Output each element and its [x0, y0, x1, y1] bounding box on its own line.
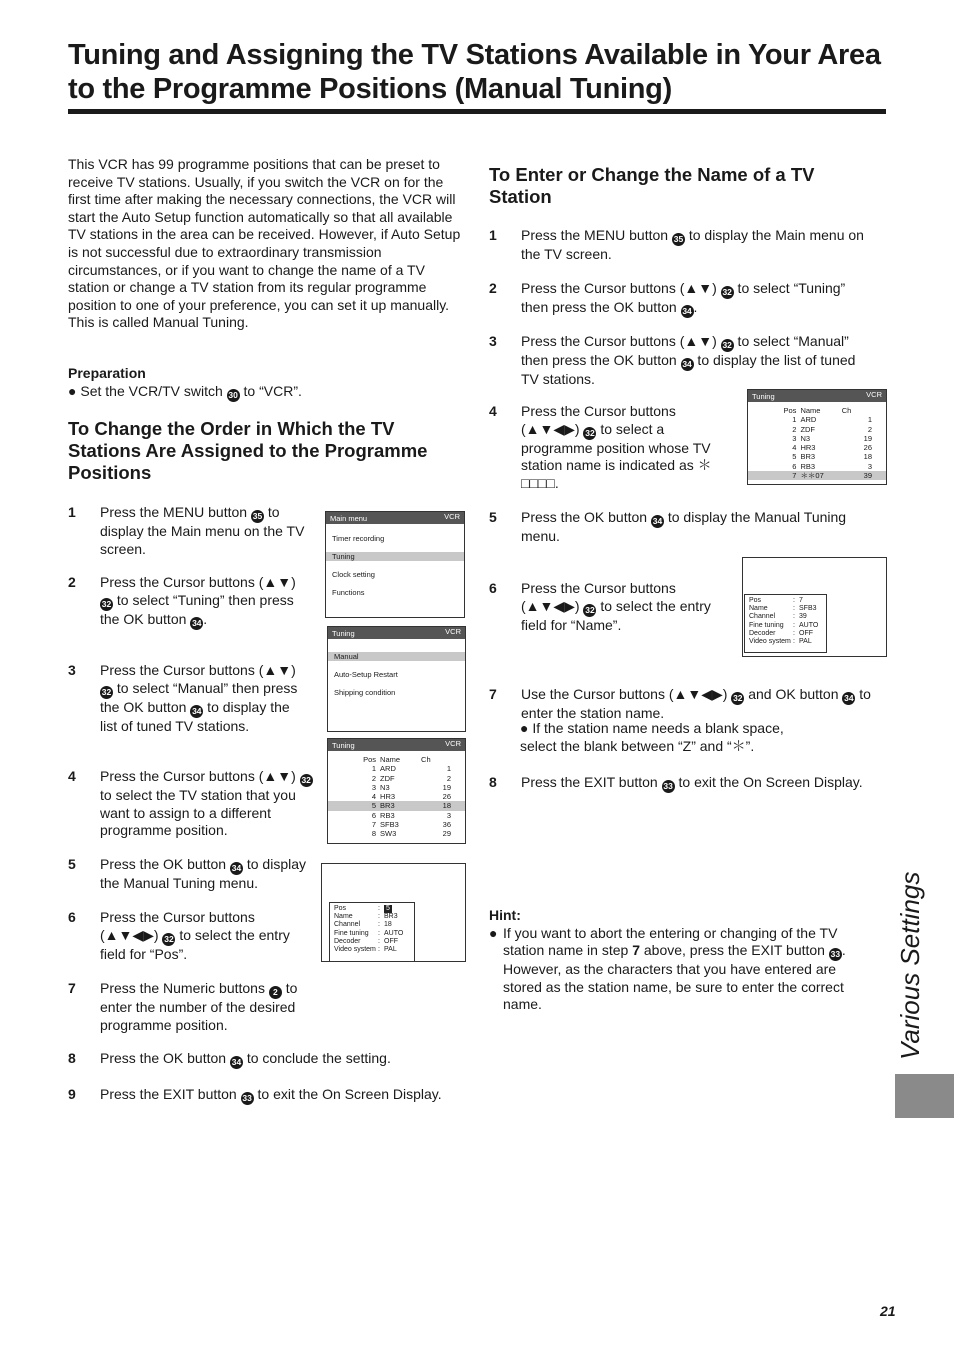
step-number: 6 — [68, 909, 76, 925]
button-number-icon: 32 — [722, 287, 732, 297]
button-number-icon: 32 — [301, 775, 311, 785]
button-number-icon: 32 — [101, 598, 112, 609]
step-text: Press the OK button 34 to display the Manual Tuning menu. — [100, 856, 307, 891]
menu-item: Timer recording — [332, 534, 385, 543]
step-text: Press the Cursor buttons (▲▼◀▶) 32 to select the entry field for “Pos”. — [100, 909, 290, 962]
step-number: 5 — [68, 856, 76, 872]
step-number: 8 — [489, 774, 497, 790]
step-number: 4 — [489, 403, 497, 419]
hint-heading: Hint: — [489, 907, 521, 923]
column-header: Pos — [363, 755, 377, 764]
preparation-block — [68, 365, 463, 402]
tuning-menu-screen: Tuning VCR Manual Auto-Setup Restart Shipping condition — [327, 626, 466, 732]
title-rule — [68, 109, 886, 114]
setting-row: Pos : 5 — [334, 905, 390, 912]
table-row: 1 ARD 1 — [371, 764, 451, 774]
step-text: Press the Cursor buttons (▲▼◀▶) 32 to select the entry field for “Name”. — [521, 580, 711, 633]
step-text: Use the Cursor buttons (▲▼◀▶) 32 and OK button 34 to enter the station name. — [521, 686, 871, 721]
button-number-icon: 35 — [673, 234, 684, 244]
hint-block — [489, 907, 869, 1014]
station-list-screen: Tuning VCR Pos Name Ch 1 ARD 1 2 ZDF 2 3 N3 19 4 HR3 26 5 BR3 18 6 RB3 3 7 ＊＊07 39 — [747, 389, 887, 485]
right-section-heading: To Enter or Change the Name of a TV Station — [489, 164, 815, 207]
button-number-icon: 32 — [722, 340, 732, 350]
menu-item: Shipping condition — [334, 688, 396, 697]
setting-row: Channel : 18 — [334, 921, 392, 929]
table-row: 5 BR3 18 — [792, 452, 872, 462]
button-number-icon: 2 — [269, 986, 282, 999]
button-number-icon: 32 — [733, 693, 743, 703]
step-text: Press the MENU button 35 to display the Main menu on the TV screen. — [521, 227, 864, 262]
preparation-heading: Preparation — [68, 365, 146, 381]
step-number: 8 — [68, 1050, 76, 1066]
step-text: Press the Cursor buttons (▲▼◀▶) 32 to select a programme position whose TV station name is indicated as ＊□□□□. — [521, 403, 712, 491]
table-row: 3 N3 19 — [371, 782, 451, 792]
table-row: 3 N3 19 — [792, 433, 872, 443]
step-number: 7 — [68, 980, 76, 996]
step-text: Press the OK button 34 to display the Manual Tuning menu. — [521, 509, 847, 544]
manual-tuning-screen — [321, 863, 466, 962]
step-text: Press the Numeric buttons 2 to enter the number of the desired programme position. — [100, 980, 298, 1033]
setting-row: Fine tuning : AUTO — [334, 929, 404, 937]
button-number-icon: 34 — [682, 306, 692, 316]
step-text: Press the Cursor buttons (▲▼) 32 to select “Tuning” then press the OK button 34 . — [521, 280, 846, 316]
button-number-icon: 32 — [101, 686, 112, 697]
table-row: 4 HR3 26 — [371, 792, 451, 802]
setting-row: Name : SFB3 — [749, 605, 817, 613]
manual-tuning-screen — [742, 557, 887, 657]
preparation-item: ● Set the VCR/TV switch 30 to “VCR”. — [68, 382, 302, 400]
step-text: Press the Cursor buttons (▲▼) 32 to select “Tuning” then press the OK button 34 . — [100, 574, 296, 628]
setting-row: Pos : 7 — [749, 597, 803, 604]
column-header: Name — [380, 755, 401, 764]
menu-item: Clock setting — [332, 570, 375, 579]
setting-row: Video system : PAL — [749, 638, 812, 646]
column-header: Ch — [421, 755, 431, 764]
button-number-icon: 34 — [844, 693, 854, 703]
intro-paragraph: This VCR has 99 programme positions that can be preset to receive TV stations. Usually, if you switch the VCR on for the first time after making the necessary connections, the VCR will start the Auto Setup function automatically so that all available TV stations in the area can be received. However, if Auto Setup is not successful due to extraordinary transmission circumstances, or if you want to change the name of a TV station or change a TV station from its regular programme position to one of your preference, you can set it up manually. This is called Manual Tuning. — [68, 156, 461, 331]
table-row: 6 RB3 3 — [792, 461, 872, 471]
step-number: 9 — [68, 1086, 76, 1102]
table-row: 2 ZDF 2 — [371, 773, 451, 783]
step-number: 5 — [489, 509, 497, 525]
station-list-screen: Tuning VCR Pos Name Ch 1 ARD 1 2 ZDF 2 3 N3 19 4 HR3 26 5 BR3 18 6 RB3 3 7 SFB3 36 8 SW3 29 — [327, 738, 466, 844]
button-number-icon: 33 — [663, 781, 673, 791]
step-number: 1 — [489, 227, 497, 243]
step-text: Press the OK button 34 to conclude the setting. — [100, 1050, 391, 1067]
step7-bullet: ● If the station name needs a blank space, select the blank between “Z” and “＊”. — [520, 720, 784, 754]
button-number-icon: 34 — [652, 516, 663, 526]
step-text: Press the Cursor buttons (▲▼) 32 to select the TV station that you want to assign to a different programme position. — [100, 768, 311, 839]
side-tab-label: Various Settings — [895, 871, 925, 1060]
table-row: 4 HR3 26 — [792, 443, 872, 453]
page-title: Tuning and Assigning the TV Stations Available in Your Area to the Programme Positions (Manual Tuning) — [68, 39, 881, 105]
step-text: Press the EXIT button 33 to exit the On Screen Display. — [521, 774, 863, 791]
table-row: 8 SW3 29 — [371, 829, 451, 839]
setting-row: Video system : PAL — [334, 946, 397, 954]
column-header: Name — [800, 406, 821, 415]
step-text: Press the Cursor buttons (▲▼) 32 to select “Manual” then press the OK button 34 to display the list of tuned TV stations. — [521, 333, 856, 387]
table-row: 1 ARD 1 — [792, 415, 872, 425]
button-number-icon: 32 — [164, 933, 174, 944]
setting-row: Name : BR3 — [334, 913, 398, 921]
setting-row: Fine tuning : AUTO — [749, 621, 819, 629]
table-row: 7 SFB3 36 — [371, 820, 451, 830]
column-header: Ch — [841, 406, 852, 415]
button-number-icon: 30 — [228, 389, 238, 400]
menu-item: Manual — [328, 652, 465, 661]
button-number-icon: 34 — [682, 359, 692, 369]
setting-row: Decoder : OFF — [749, 629, 813, 637]
menu-item: Tuning — [326, 552, 464, 561]
step-text: Press the Cursor buttons (▲▼) 32 to select “Manual” then press the OK button 34 to display the list of tuned TV stations. — [100, 662, 298, 734]
button-number-icon: 34 — [192, 617, 202, 628]
side-tab-marker — [895, 1074, 954, 1118]
step-number: 2 — [489, 280, 497, 296]
step-number: 4 — [68, 768, 76, 784]
button-number-icon: 33 — [830, 949, 841, 960]
menu-item: Functions — [332, 588, 365, 597]
table-row: 2 ZDF 2 — [792, 424, 872, 434]
menu-item: Auto-Setup Restart — [334, 670, 398, 679]
button-number-icon: 32 — [585, 427, 595, 438]
table-row: 6 RB3 3 — [371, 810, 451, 820]
step-number: 2 — [68, 574, 76, 590]
page-number: 21 — [880, 1303, 896, 1319]
step-text: Press the EXIT button 33 to exit the On Screen Display. — [100, 1086, 442, 1103]
step-text: Press the MENU button 35 to display the Main menu on the TV screen. — [100, 504, 305, 557]
column-header: Pos — [783, 406, 797, 415]
button-number-icon: 34 — [192, 705, 202, 716]
step-number: 1 — [68, 504, 76, 520]
button-number-icon: 35 — [252, 511, 263, 521]
setting-row: Channel : 39 — [749, 613, 807, 621]
button-number-icon: 33 — [242, 1093, 252, 1103]
table-row: 5 BR3 18 — [328, 801, 465, 810]
step-number: 7 — [489, 686, 497, 702]
setting-row: Decoder : OFF — [334, 937, 398, 945]
step-number: 3 — [489, 333, 497, 349]
step-number: 6 — [489, 580, 497, 596]
main-menu-screen: Main menu VCR Timer recording Tuning Clock setting Functions — [325, 511, 465, 618]
button-number-icon: 34 — [231, 863, 242, 873]
step-number: 3 — [68, 662, 76, 678]
table-row: 7 ＊＊07 39 — [748, 471, 886, 480]
hint-text: ● If you want to abort the entering or changing of the TV station name in step 7 above, press the EXIT button 33 . However, as the characters that you have entered are stored as the station name, be sure to enter the correct name. — [489, 924, 846, 1013]
button-number-icon: 34 — [231, 1057, 242, 1067]
button-number-icon: 32 — [585, 604, 595, 615]
left-section-heading: To Change the Order in Which the TV Stations Are Assigned to the Programme Positions — [68, 418, 428, 483]
